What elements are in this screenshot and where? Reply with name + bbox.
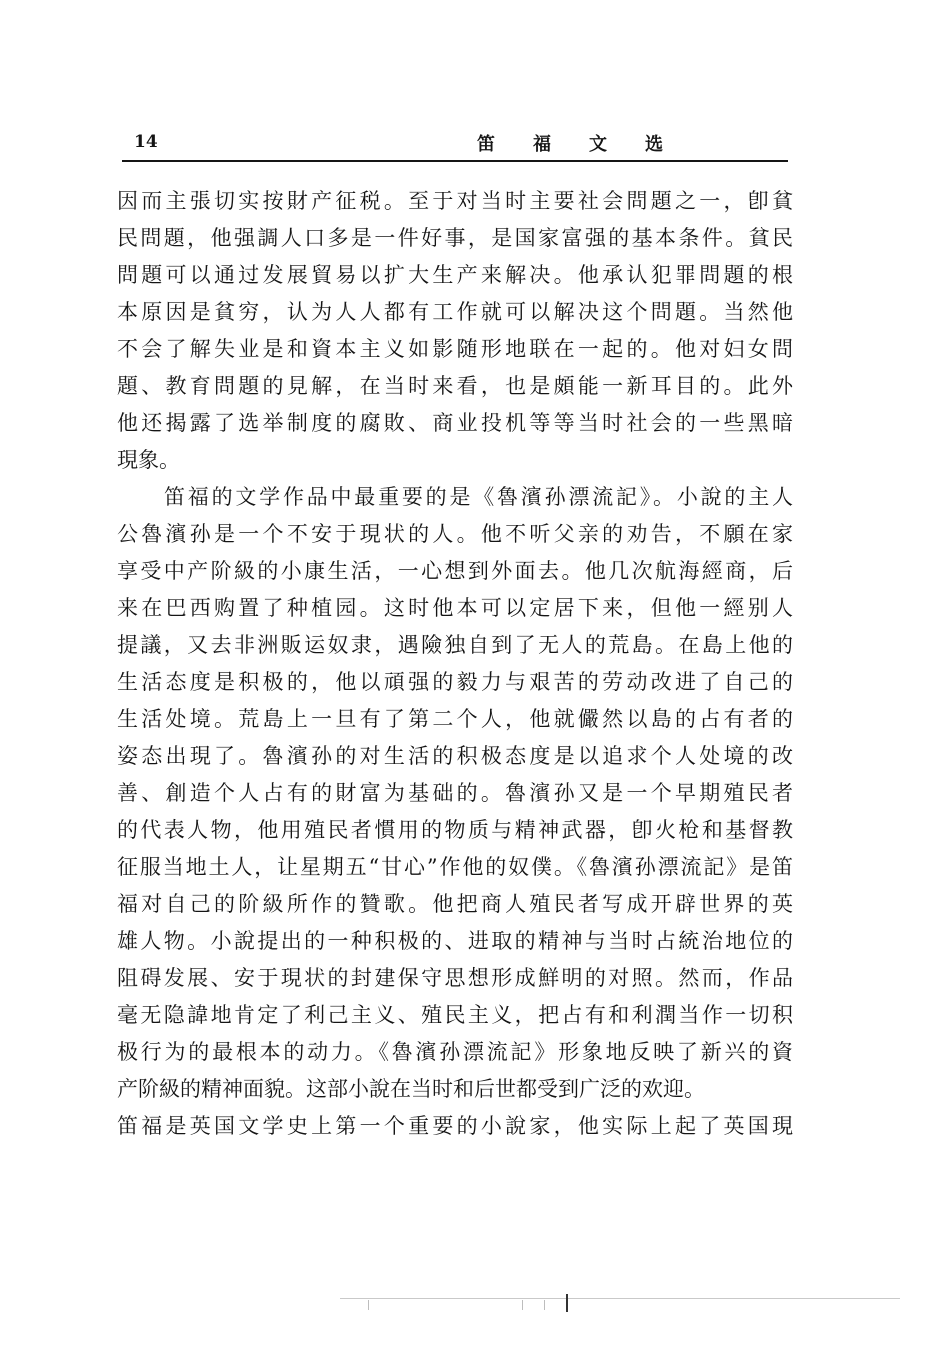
text-line: 的代表人物，他用殖民者慣用的物质与精神武器，卽火枪和基督教 (117, 818, 793, 842)
body-text (117, 183, 793, 1145)
text-line: 征服当地土人，让星期五“甘心”作他的奴僕。《魯濱孙漂流記》是笛 (117, 855, 793, 879)
text-line: 产阶級的精神面貌。这部小說在当时和后世都受到广泛的欢迎。 (117, 1077, 705, 1101)
scan-tick (522, 1300, 523, 1310)
text-line: 題、教育問題的見解，在当时来看，也是頗能一新耳目的。此外 (117, 374, 793, 398)
text-line: 公魯濱孙是一个不安于現状的人。他不听父亲的劝告，不願在家 (117, 522, 793, 546)
text-line: 善、創造个人占有的財富为基础的。魯濱孙又是一个早期殖民者 (117, 781, 793, 805)
text-line: 生活态度是积极的，他以頑强的毅力与艰苦的劳动改进了自己的 (117, 670, 793, 694)
text-line: 阻碍发展、安于現状的封建保守思想形成鮮明的对照。然而，作品 (117, 966, 793, 990)
text-line: 极行为的最根本的动力。《魯濱孙漂流記》形象地反映了新兴的資 (117, 1040, 793, 1064)
scan-tick (544, 1300, 545, 1310)
text-line: 問題可以通过发展貿易以扩大生产来解决。他承认犯罪問題的根 (117, 263, 793, 287)
text-line: 提議，又去非洲販运奴隶，遇險独自到了无人的荒島。在島上他的 (117, 633, 793, 657)
text-line: 雄人物。小說提出的一种积极的、进取的精神与当时占統治地位的 (117, 929, 793, 953)
scan-edge-line (340, 1298, 900, 1299)
paragraph-start-line: 笛福的文学作品中最重要的是《魯濱孙漂流記》。小說的主人 (164, 485, 793, 509)
text-line: 来在巴西购置了种植园。这时他本可以定居下来，但他一經别人 (117, 596, 793, 620)
text-line: 笛福是英国文学史上第一个重要的小說家，他实际上起了英国現 (117, 1114, 793, 1138)
scan-mark (566, 1294, 568, 1312)
text-line: 享受中产阶級的小康生活，一心想到外面去。他几次航海經商，后 (117, 559, 793, 583)
text-line: 現象。 (117, 448, 180, 472)
text-line: 本原因是貧穷，认为人人都有工作就可以解决这个問題。当然他 (117, 300, 793, 324)
text-line: 他还揭露了选举制度的腐敗、商业投机等等当时社会的一些黑暗 (117, 411, 793, 435)
text-line: 不会了解失业是和資本主义如影随形地联在一起的。他对妇女問 (117, 337, 793, 361)
text-line: 姿态出現了。魯濱孙的对生活的积极态度是以追求个人处境的改 (117, 744, 793, 768)
page-number: 14 (134, 132, 158, 152)
scan-tick (368, 1300, 369, 1310)
text-line: 因而主張切实按財产征税。至于对当时主要社会問題之一，卽貧 (117, 189, 793, 213)
text-line: 民問題，他强調人口多是一件好事，是国家富强的基本条件。貧民 (117, 226, 793, 250)
text-line: 毫无隐諱地肯定了利己主义、殖民主义，把占有和利潤当作一切积 (117, 1003, 793, 1027)
text-line: 福对自己的阶級所作的贊歌。他把商人殖民者写成开辟世界的英 (117, 892, 793, 916)
header-rule (122, 160, 788, 162)
running-title: 笛福文选 (477, 134, 701, 155)
running-header (122, 128, 787, 162)
text-line: 生活处境。荒島上一旦有了第二个人，他就儼然以島的占有者的 (117, 707, 793, 731)
